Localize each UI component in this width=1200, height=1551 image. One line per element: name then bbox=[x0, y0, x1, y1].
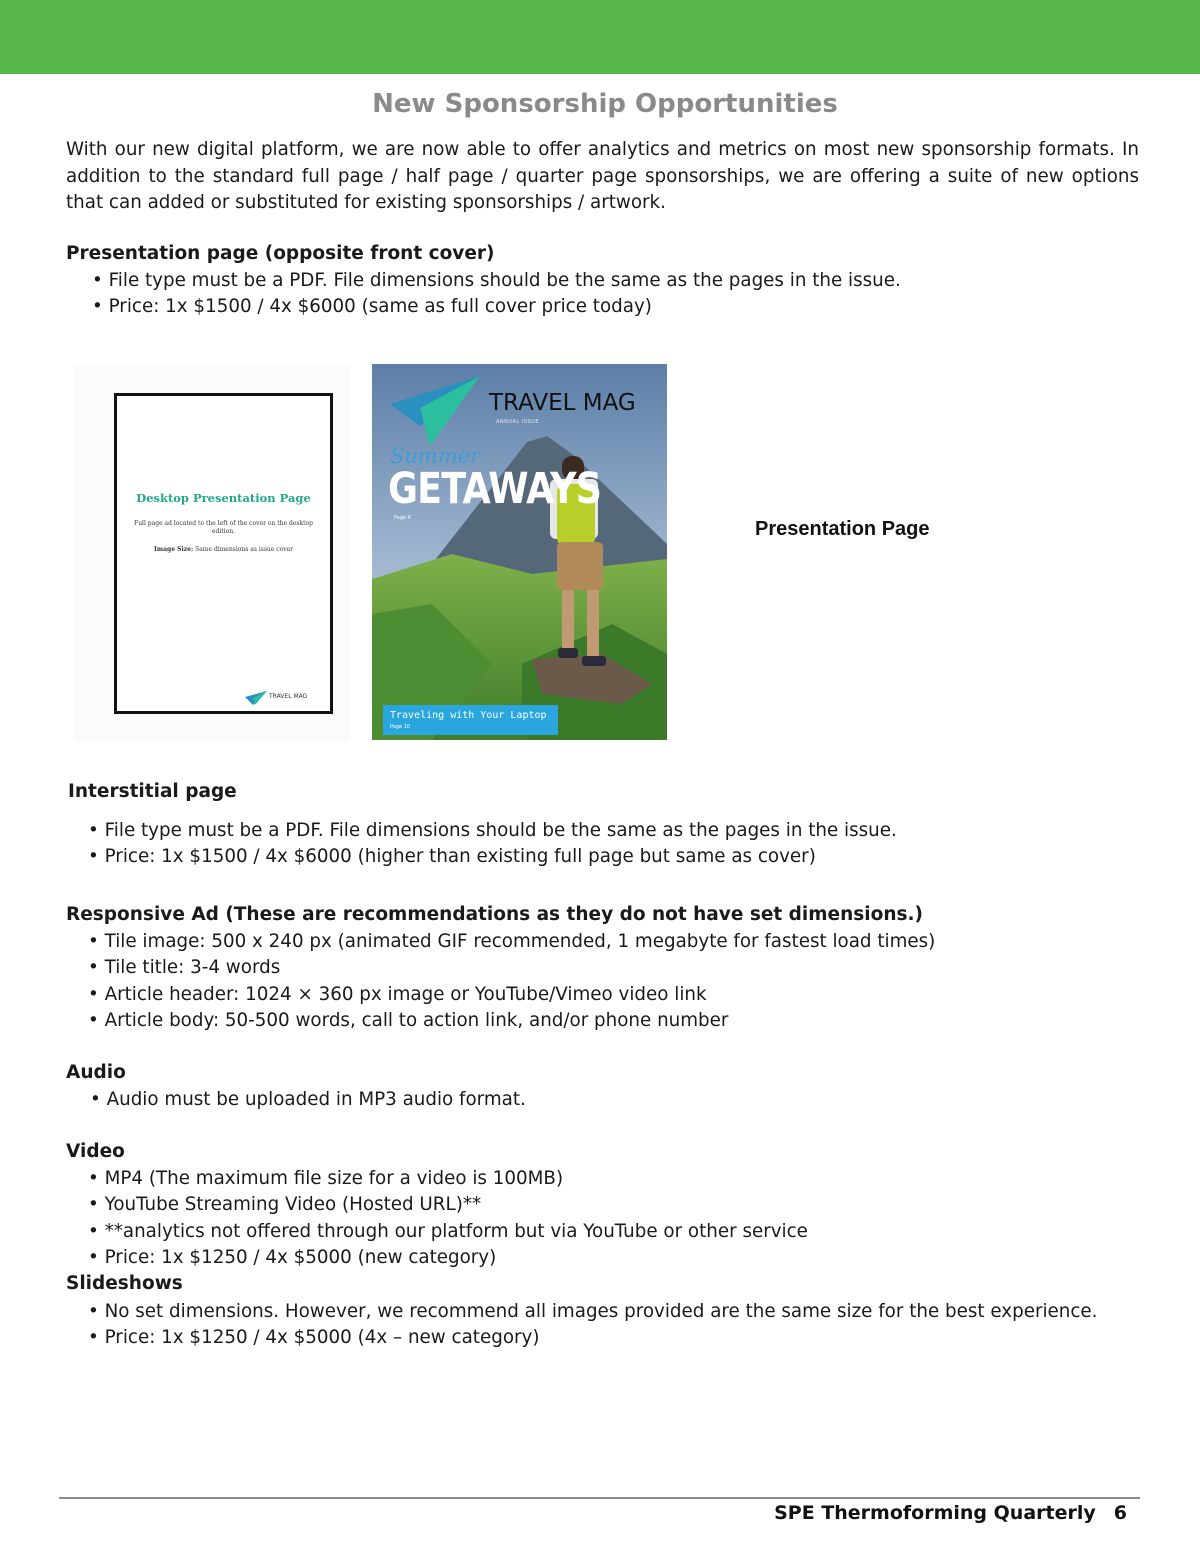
presentation-mock-title: Desktop Presentation Page bbox=[136, 491, 311, 505]
bullet-list-video bbox=[88, 1166, 808, 1272]
presentation-mock-size-value: Same dimensions as issue cover bbox=[195, 546, 294, 553]
section-heading-video: Video bbox=[66, 1141, 125, 1162]
section-heading-slideshows: Slideshows bbox=[66, 1273, 183, 1294]
bullet-list-presentation-page bbox=[92, 268, 901, 321]
list-item: • Article body: 50-500 words, call to action link, and/or phone number bbox=[88, 1008, 935, 1034]
presentation-mock-size-label: Image Size: bbox=[153, 546, 194, 553]
travel-mag-logo-small bbox=[245, 690, 345, 704]
section-heading-audio: Audio bbox=[66, 1062, 126, 1083]
list-item: • File type must be a PDF. File dimensions should be the same as the pages in the issue. bbox=[88, 818, 897, 844]
intro-paragraph: With our new digital platform, we are now able to offer analytics and metrics on most new sponsorship formats. In addition to the standard full page / half page / quarter page sponsorships, we are offering a suite of new options that can added or substituted for existing sponsorships / artwork. bbox=[66, 139, 1139, 213]
list-item: • Price: 1x $1250 / 4x $5000 (4x – new category) bbox=[88, 1325, 1098, 1351]
presentation-page-label: Presentation Page bbox=[755, 518, 930, 540]
list-item: • No set dimensions. However, we recommend all images provided are the same size for the best experience. bbox=[88, 1299, 1098, 1325]
footer-divider bbox=[59, 1497, 1140, 1499]
cover-banner-page: Page 10 bbox=[390, 724, 411, 730]
cover-summer-text: Summer bbox=[390, 444, 481, 468]
footer-publication: SPE Thermoforming Quarterly bbox=[774, 1502, 1096, 1524]
list-item: • Tile title: 3-4 words bbox=[88, 955, 935, 981]
magazine-cover-image bbox=[372, 364, 667, 740]
bullet-list-slideshows bbox=[88, 1299, 1098, 1352]
list-item: • Price: 1x $1500 / 4x $6000 (higher than existing full page but same as cover) bbox=[88, 844, 897, 870]
presentation-mock-size bbox=[117, 546, 330, 553]
cover-magazine-name: TRAVEL MAG bbox=[489, 390, 636, 416]
list-item: • **analytics not offered through our platform but via YouTube or other service bbox=[88, 1219, 808, 1245]
page-title: New Sponsorship Opportunities bbox=[372, 89, 838, 119]
section-heading-presentation-page: Presentation page (opposite front cover) bbox=[66, 243, 495, 264]
list-item: • File type must be a PDF. File dimensions should be the same as the pages in the issue. bbox=[92, 268, 901, 294]
section-heading-interstitial-page: Interstitial page bbox=[68, 781, 237, 802]
list-item: • Article header: 1024 × 360 px image or YouTube/Vimeo video link bbox=[88, 982, 935, 1008]
top-color-bar bbox=[0, 0, 1200, 74]
cover-banner-text: Traveling with Your Laptop bbox=[390, 710, 547, 721]
presentation-page-mock-image bbox=[74, 364, 350, 742]
section-heading-responsive-ad: Responsive Ad (These are recommendations as they do not have set dimensions.) bbox=[66, 904, 923, 925]
bullet-list-responsive-ad bbox=[88, 929, 935, 1035]
paper-plane-icon bbox=[245, 691, 267, 705]
cover-getaways-page: Page 6 bbox=[394, 515, 411, 521]
list-item: • YouTube Streaming Video (Hosted URL)** bbox=[88, 1192, 808, 1218]
list-item: • MP4 (The maximum file size for a video is 100MB) bbox=[88, 1166, 808, 1192]
list-item: • Audio must be uploaded in MP3 audio format. bbox=[90, 1087, 526, 1113]
list-item: • Tile image: 500 x 240 px (animated GIF recommended, 1 megabyte for fastest load times) bbox=[88, 929, 935, 955]
footer bbox=[0, 1502, 1127, 1524]
page-number: 6 bbox=[1113, 1502, 1127, 1524]
list-item: • Price: 1x $1250 / 4x $5000 (new category) bbox=[88, 1245, 808, 1271]
logo-text: TRAVEL MAG bbox=[269, 693, 308, 700]
presentation-mock-description: Full page ad located to the left of the cover on the desktop edition. bbox=[134, 520, 313, 535]
cover-banner bbox=[383, 705, 558, 735]
bullet-list-interstitial-page bbox=[88, 818, 897, 871]
cover-getaways-headline: GETAWAYS bbox=[388, 464, 602, 514]
bullet-list-audio bbox=[90, 1087, 526, 1113]
presentation-page-frame bbox=[114, 393, 333, 714]
list-item: • Price: 1x $1500 / 4x $6000 (same as full cover price today) bbox=[92, 294, 901, 320]
cover-annual-issue: ANNUAL ISSUE bbox=[496, 419, 539, 425]
